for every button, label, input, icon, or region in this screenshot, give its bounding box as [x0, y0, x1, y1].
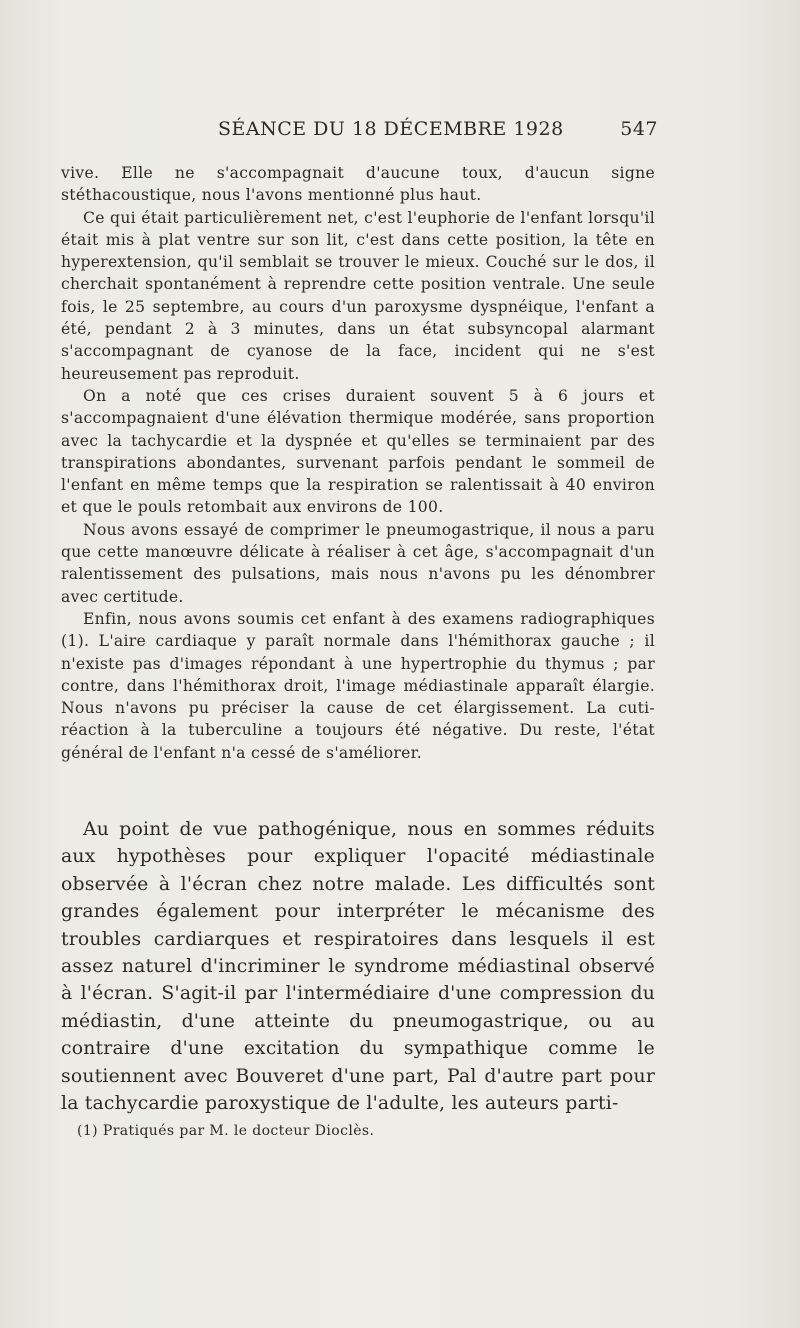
discussion-text [61, 816, 655, 1117]
header-title: SÉANCE DU 18 DÉCEMBRE 1928 [218, 118, 564, 140]
paragraph: Enfin, nous avons soumis cet enfant à des examens radiographiques (1). L'aire cardiaque y paraît normale dans l'hémithorax gauche ; il n'existe pas d'images répondant à une hypertrophie du thymus ; par contre, dans l'hémithorax droit, l'image médiastinale apparaît élargie. Nous n'avons pu préciser la cause de cet élargissement. La cuti-réaction à la tuberculine a toujours été négative. Du reste, l'état général de l'enfant n'a cessé de s'améliorer. [61, 609, 655, 762]
running-header [218, 118, 658, 140]
paragraph: Au point de vue pathogénique, nous en sommes réduits aux hypothèses pour expliquer l'opacité médiastinale observée à l'écran chez notre malade. Les difficultés sont grandes également pour interpréter le mécanisme des troubles cardiarques et respiratoires dans lesquels il est assez naturel d'incriminer le syndrome médiastinal observé à l'écran. S'agit-il par l'intermédiaire d'une compression du médiastin, d'une atteinte du pneumogastrique, ou au contraire d'une excitation du sympathique comme le soutiennent avec Bouveret d'une part, Pal d'autre part pour la tachycardie paroxystique de l'adulte, les auteurs parti- [61, 819, 655, 1115]
paragraph: Nous avons essayé de comprimer le pneumogastrique, il nous a paru que cette manœuvre délicate à réaliser à cet âge, s'accompagnait d'un ralentissement des pulsations, mais nous n'avons pu les dénombrer avec certitude. [61, 520, 655, 606]
paragraph: Ce qui était particulièrement net, c'est l'euphorie de l'enfant lorsqu'il était mis à plat ventre sur son lit, c'est dans cette position, la tête en hyperextension, qu'il semblait se trouver le mieux. Couché sur le dos, il cherchait spontanément à reprendre cette position ventrale. Une seule fois, le 25 septembre, au cours d'un paroxysme dyspnéique, l'enfant a été, pendant 2 à 3 minutes, dans un état subsyncopal alarmant s'accompagnant de cyanose de la face, incident qui ne s'est heureusement pas reproduit. [61, 208, 655, 383]
paragraph: On a noté que ces crises duraient souvent 5 à 6 jours et s'accompagnaient d'une élévation thermique modérée, sans proportion avec la tachycardie et la dyspnée et qu'elles se terminaient par des transpirations abondantes, survenant parfois pendant le sommeil de l'enfant en même temps que la respiration se ralentissait à 40 environ et que le pouls retombait aux environs de 100. [61, 386, 655, 517]
page-number: 547 [620, 118, 658, 140]
paragraph: vive. Elle ne s'accompagnait d'aucune toux, d'aucun signe stéthacoustique, nous l'avons mentionné plus haut. [61, 164, 655, 205]
case-report-text [61, 162, 655, 764]
footnote: (1) Pratiqués par M. le docteur Dioclès. [77, 1123, 375, 1139]
